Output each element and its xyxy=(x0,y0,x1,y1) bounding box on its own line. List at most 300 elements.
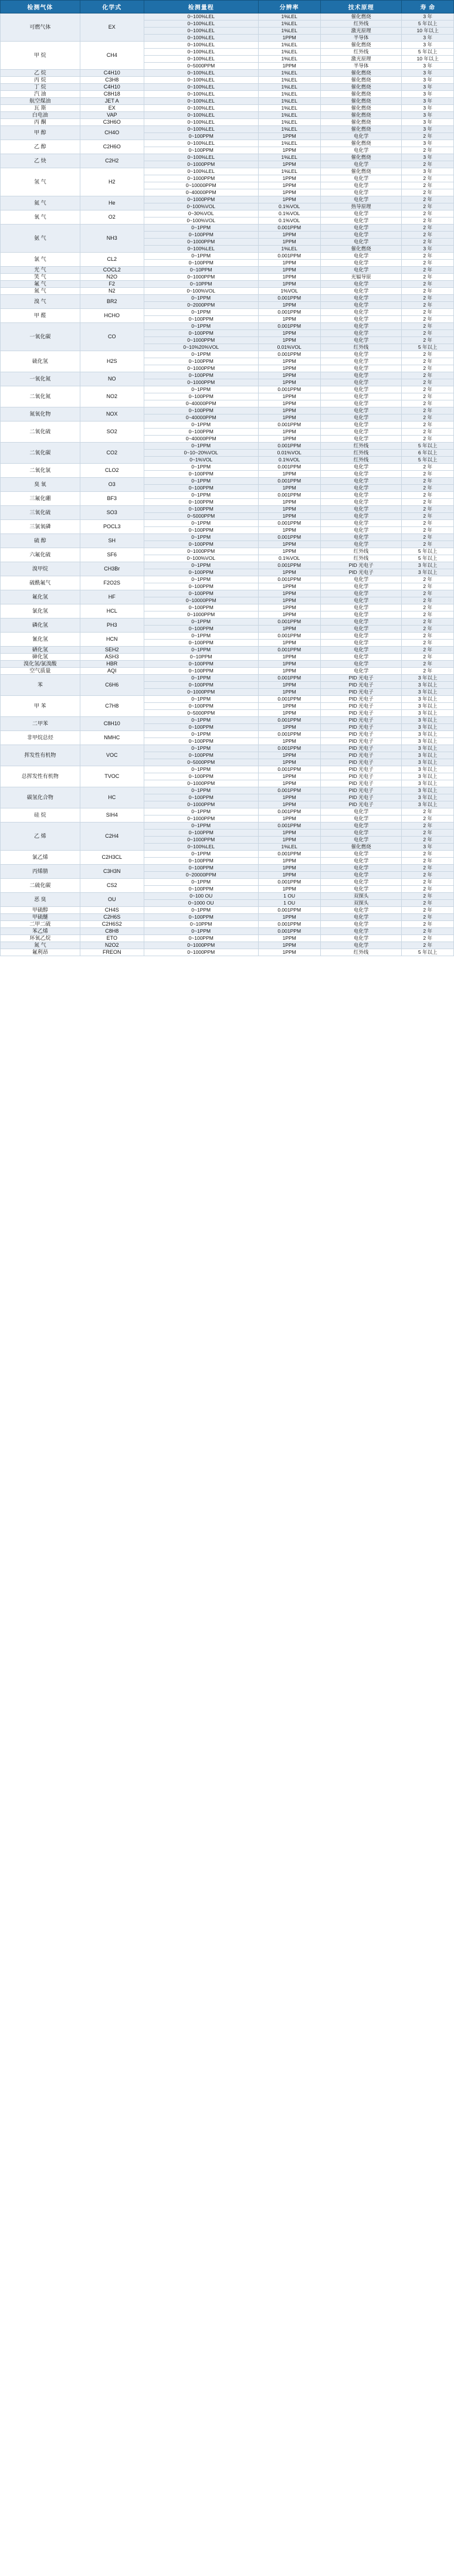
cell-lifetime: 10 年以上 xyxy=(402,28,454,35)
cell-lifetime: 2 年 xyxy=(402,583,454,590)
cell-lifetime: 3 年以上 xyxy=(402,710,454,717)
table-row xyxy=(1,506,454,513)
cell-range: 0~1PPM xyxy=(144,386,258,393)
cell-lifetime: 2 年 xyxy=(402,893,454,900)
cell-range: 0~1PPM xyxy=(144,766,258,773)
cell-principle: 红外线 xyxy=(320,457,402,464)
cell-resolution: 0.1%VOL xyxy=(258,210,320,218)
cell-range: 0~1000PPM xyxy=(144,815,258,823)
cell-principle: 电化学 xyxy=(320,386,402,393)
cell-range: 0~100%LEL xyxy=(144,112,258,119)
cell-formula: C4H10 xyxy=(80,84,144,91)
cell-resolution: 1%LEL xyxy=(258,21,320,28)
cell-range: 0~100%LEL xyxy=(144,42,258,49)
table-row xyxy=(1,351,454,358)
cell-resolution: 1PPM xyxy=(258,682,320,689)
cell-range: 0~100%LEL xyxy=(144,105,258,112)
cell-range: 0~5000PPM xyxy=(144,759,258,766)
cell-resolution: 0.001PPM xyxy=(258,443,320,450)
cell-principle: 电化学 xyxy=(320,590,402,597)
cell-formula: SF6 xyxy=(80,548,144,562)
cell-resolution: 0.001PPM xyxy=(258,323,320,330)
cell-principle: 半导体 xyxy=(320,63,402,70)
cell-resolution: 0.001PPM xyxy=(258,464,320,471)
cell-range: 0~1PPM xyxy=(144,443,258,450)
cell-range: 0~1PPM xyxy=(144,633,258,640)
cell-resolution: 1PPM xyxy=(258,668,320,675)
cell-range: 0~1PPM xyxy=(144,478,258,485)
cell-principle: 电化学 xyxy=(320,499,402,506)
table-body xyxy=(1,13,454,956)
cell-gas-name: 三氟化硼 xyxy=(1,492,80,506)
cell-formula: BF3 xyxy=(80,492,144,506)
cell-gas-name: 光 气 xyxy=(1,267,80,274)
table-row xyxy=(1,105,454,112)
cell-lifetime: 2 年 xyxy=(402,260,454,267)
cell-lifetime: 2 年 xyxy=(402,182,454,189)
cell-formula: He xyxy=(80,196,144,210)
cell-principle: 电化学 xyxy=(320,210,402,218)
cell-lifetime: 5 年以上 xyxy=(402,21,454,28)
cell-principle: 电化学 xyxy=(320,189,402,196)
cell-lifetime: 2 年 xyxy=(402,935,454,942)
cell-resolution: 1PPM xyxy=(258,569,320,576)
cell-lifetime: 2 年 xyxy=(402,604,454,611)
cell-range: 0~1PPM xyxy=(144,618,258,626)
cell-principle: 电化学 xyxy=(320,133,402,140)
cell-range: 0~10PPM xyxy=(144,281,258,288)
cell-resolution: 1PPM xyxy=(258,724,320,731)
cell-lifetime: 3 年以上 xyxy=(402,738,454,745)
cell-lifetime: 3 年以上 xyxy=(402,780,454,787)
cell-gas-name: 碳氢化合物 xyxy=(1,787,80,808)
column-header-resolution: 分辨率 xyxy=(258,1,320,13)
cell-formula: C8H10 xyxy=(80,717,144,731)
cell-range: 0~1000PPM xyxy=(144,196,258,203)
cell-lifetime: 3 年 xyxy=(402,154,454,161)
cell-formula: CH4 xyxy=(80,42,144,70)
cell-lifetime: 3 年以上 xyxy=(402,731,454,738)
cell-resolution: 1PPM xyxy=(258,414,320,422)
cell-lifetime: 6 年以上 xyxy=(402,450,454,457)
cell-range: 0~5000PPM xyxy=(144,513,258,520)
cell-principle: 电化学 xyxy=(320,429,402,436)
cell-range: 0~100PPM xyxy=(144,506,258,513)
column-header-range: 检测量程 xyxy=(144,1,258,13)
cell-lifetime: 2 年 xyxy=(402,633,454,640)
cell-lifetime: 2 年 xyxy=(402,654,454,661)
cell-resolution: 1%LEL xyxy=(258,28,320,35)
cell-range: 0~100PPM xyxy=(144,626,258,633)
table-row xyxy=(1,633,454,640)
cell-lifetime: 3 年以上 xyxy=(402,717,454,724)
cell-range: 0~100%LEL xyxy=(144,70,258,77)
cell-lifetime: 2 年 xyxy=(402,942,454,949)
table-row xyxy=(1,478,454,485)
cell-gas-name: 甲 苯 xyxy=(1,696,80,717)
cell-range: 0~2000PPM xyxy=(144,302,258,309)
cell-principle: 红外线 xyxy=(320,344,402,351)
cell-formula: SH xyxy=(80,534,144,548)
cell-range: 0~100PPM xyxy=(144,133,258,140)
cell-formula: NH3 xyxy=(80,225,144,253)
cell-principle: 电化学 xyxy=(320,253,402,260)
cell-resolution: 0.01%VOL xyxy=(258,344,320,351)
cell-gas-name: 氯乙烯 xyxy=(1,851,80,865)
cell-range: 0~1PPM xyxy=(144,647,258,654)
cell-range: 0~1000PPM xyxy=(144,689,258,696)
cell-range: 0~1PPM xyxy=(144,225,258,232)
table-row xyxy=(1,949,454,956)
cell-range: 0~100%LEL xyxy=(144,84,258,91)
cell-resolution: 0.001PPM xyxy=(258,787,320,794)
cell-lifetime: 2 年 xyxy=(402,274,454,281)
cell-gas-name: 臭 氧 xyxy=(1,478,80,492)
cell-formula: EX xyxy=(80,13,144,42)
cell-lifetime: 2 年 xyxy=(402,534,454,541)
cell-resolution: 1PPM xyxy=(258,654,320,661)
cell-range: 0~100PPM xyxy=(144,232,258,239)
cell-formula: HCL xyxy=(80,604,144,618)
cell-principle: PID 光电子 xyxy=(320,710,402,717)
cell-resolution: 1PPM xyxy=(258,372,320,379)
cell-range: 0~100%VOL xyxy=(144,555,258,562)
cell-gas-name: 氯化氢 xyxy=(1,604,80,618)
cell-gas-name: 氰化氢 xyxy=(1,633,80,647)
cell-range: 0~1PPM xyxy=(144,576,258,583)
cell-range: 0~1PPM xyxy=(144,253,258,260)
cell-lifetime: 2 年 xyxy=(402,372,454,379)
cell-principle: PID 光电子 xyxy=(320,703,402,710)
cell-lifetime: 2 年 xyxy=(402,225,454,232)
cell-formula: HCHO xyxy=(80,309,144,323)
cell-principle: 红外线 xyxy=(320,555,402,562)
cell-lifetime: 2 年 xyxy=(402,815,454,823)
cell-resolution: 1PPM xyxy=(258,752,320,759)
cell-formula: NMHC xyxy=(80,731,144,745)
cell-gas-name: 航空煤油 xyxy=(1,98,80,105)
cell-resolution: 1%LEL xyxy=(258,13,320,21)
cell-gas-name: 甲 烷 xyxy=(1,42,80,70)
cell-resolution: 1%LEL xyxy=(258,84,320,91)
cell-lifetime: 2 年 xyxy=(402,414,454,422)
cell-lifetime: 5 年以上 xyxy=(402,443,454,450)
cell-lifetime: 2 年 xyxy=(402,858,454,865)
cell-gas-name: 氦 气 xyxy=(1,196,80,210)
cell-resolution: 0.001PPM xyxy=(258,745,320,752)
cell-lifetime: 3 年以上 xyxy=(402,745,454,752)
gas-detection-table-container xyxy=(0,0,454,956)
cell-resolution: 1PPM xyxy=(258,815,320,823)
cell-principle: 电化学 xyxy=(320,626,402,633)
cell-range: 0~40000PPM xyxy=(144,189,258,196)
table-row xyxy=(1,464,454,471)
cell-principle: 电化学 xyxy=(320,436,402,443)
cell-gas-name: 非甲烷总烃 xyxy=(1,731,80,745)
cell-range: 0~100PPM xyxy=(144,372,258,379)
cell-principle: PID 光电子 xyxy=(320,696,402,703)
cell-lifetime: 2 年 xyxy=(402,928,454,935)
cell-resolution: 1PPM xyxy=(258,274,320,281)
cell-lifetime: 3 年 xyxy=(402,126,454,133)
cell-gas-name: 氟 气 xyxy=(1,281,80,288)
cell-range: 0~1PPM xyxy=(144,907,258,914)
cell-gas-name: 磷化氢 xyxy=(1,618,80,633)
table-row xyxy=(1,823,454,830)
cell-lifetime: 2 年 xyxy=(402,513,454,520)
cell-range: 0~10PPM xyxy=(144,921,258,928)
table-row xyxy=(1,590,454,597)
table-row xyxy=(1,126,454,133)
cell-resolution: 1PPM xyxy=(258,147,320,154)
cell-lifetime: 2 年 xyxy=(402,189,454,196)
cell-principle: 催化燃烧 xyxy=(320,140,402,147)
cell-formula: C2H3CL xyxy=(80,851,144,865)
table-row xyxy=(1,745,454,752)
cell-lifetime: 2 年 xyxy=(402,358,454,365)
cell-resolution: 0.001PPM xyxy=(258,386,320,393)
cell-resolution: 0.001PPM xyxy=(258,808,320,815)
cell-range: 0~1PPM xyxy=(144,731,258,738)
cell-resolution: 0.001PPM xyxy=(258,295,320,302)
cell-gas-name: 丁 烷 xyxy=(1,84,80,91)
cell-principle: 催化燃烧 xyxy=(320,126,402,133)
cell-resolution: 1PPM xyxy=(258,182,320,189)
cell-range: 0~100PPM xyxy=(144,886,258,893)
cell-lifetime: 3 年 xyxy=(402,42,454,49)
cell-resolution: 1PPM xyxy=(258,302,320,309)
cell-resolution: 1%LEL xyxy=(258,246,320,253)
cell-lifetime: 3 年 xyxy=(402,140,454,147)
cell-formula: F2O2S xyxy=(80,576,144,590)
cell-lifetime: 2 年 xyxy=(402,471,454,478)
cell-resolution: 0.001PPM xyxy=(258,851,320,858)
cell-principle: 电化学 xyxy=(320,654,402,661)
cell-gas-name: 硒化氢 xyxy=(1,647,80,654)
cell-resolution: 1PPM xyxy=(258,858,320,865)
cell-resolution: 0.001PPM xyxy=(258,562,320,569)
cell-principle: 电化学 xyxy=(320,661,402,668)
cell-principle: 催化燃烧 xyxy=(320,84,402,91)
cell-resolution: 1 OU xyxy=(258,893,320,900)
cell-principle: 电化学 xyxy=(320,288,402,295)
cell-formula: NO xyxy=(80,372,144,386)
cell-lifetime: 2 年 xyxy=(402,330,454,337)
cell-principle: PID 光电子 xyxy=(320,562,402,569)
cell-lifetime: 2 年 xyxy=(402,830,454,837)
cell-lifetime: 2 年 xyxy=(402,253,454,260)
cell-gas-name: 汽 油 xyxy=(1,91,80,98)
cell-formula: NO2 xyxy=(80,386,144,407)
cell-formula: N2O2 xyxy=(80,942,144,949)
cell-formula: C8H8 xyxy=(80,928,144,935)
cell-principle: 电化学 xyxy=(320,492,402,499)
cell-principle: 电化学 xyxy=(320,506,402,513)
cell-lifetime: 2 年 xyxy=(402,865,454,872)
table-row xyxy=(1,91,454,98)
cell-resolution: 1PPM xyxy=(258,393,320,400)
cell-lifetime: 2 年 xyxy=(402,386,454,393)
cell-principle: 电化学 xyxy=(320,618,402,626)
cell-lifetime: 2 年 xyxy=(402,407,454,414)
cell-gas-name: 恶 臭 xyxy=(1,893,80,907)
cell-resolution: 0.001PPM xyxy=(258,492,320,499)
table-row xyxy=(1,295,454,302)
cell-gas-name: 苯乙烯 xyxy=(1,928,80,935)
cell-principle: 电化学 xyxy=(320,858,402,865)
cell-lifetime: 3 年 xyxy=(402,13,454,21)
cell-lifetime: 2 年 xyxy=(402,647,454,654)
cell-resolution: 1PPM xyxy=(258,506,320,513)
cell-principle: 催化燃烧 xyxy=(320,91,402,98)
cell-range: 0~20000PPM xyxy=(144,872,258,879)
cell-resolution: 1PPM xyxy=(258,527,320,534)
table-row xyxy=(1,731,454,738)
cell-principle: PID 光电子 xyxy=(320,787,402,794)
cell-range: 0~1PPM xyxy=(144,295,258,302)
cell-resolution: 1PPM xyxy=(258,485,320,492)
table-row xyxy=(1,548,454,555)
cell-resolution: 1 OU xyxy=(258,900,320,907)
cell-range: 0~100PPM xyxy=(144,471,258,478)
cell-lifetime: 2 年 xyxy=(402,203,454,210)
cell-principle: 电化学 xyxy=(320,520,402,527)
cell-range: 0~1000PPM xyxy=(144,337,258,344)
cell-range: 0~100PPM xyxy=(144,260,258,267)
cell-formula: C2H4 xyxy=(80,823,144,851)
cell-principle: 电化学 xyxy=(320,337,402,344)
cell-gas-name: 甲 醛 xyxy=(1,309,80,323)
table-row xyxy=(1,98,454,105)
cell-lifetime: 2 年 xyxy=(402,133,454,140)
cell-range: 0~5000PPM xyxy=(144,710,258,717)
cell-resolution: 0.001PPM xyxy=(258,225,320,232)
cell-resolution: 0.001PPM xyxy=(258,823,320,830)
cell-resolution: 1PPM xyxy=(258,316,320,323)
cell-lifetime: 2 年 xyxy=(402,506,454,513)
cell-principle: 电化学 xyxy=(320,302,402,309)
cell-gas-name: 氮 气 xyxy=(1,942,80,949)
cell-resolution: 1PPM xyxy=(258,541,320,548)
cell-resolution: 1PPM xyxy=(258,358,320,365)
cell-principle: 电化学 xyxy=(320,597,402,604)
cell-principle: 红外线 xyxy=(320,548,402,555)
cell-principle: 电化学 xyxy=(320,323,402,330)
cell-range: 0~1PPM xyxy=(144,323,258,330)
table-row xyxy=(1,281,454,288)
cell-gas-name: 丙烯腈 xyxy=(1,865,80,879)
cell-lifetime: 2 年 xyxy=(402,914,454,921)
cell-lifetime: 2 年 xyxy=(402,485,454,492)
cell-resolution: 0.001PPM xyxy=(258,253,320,260)
cell-principle: 电化学 xyxy=(320,239,402,246)
cell-range: 0~100PPM xyxy=(144,661,258,668)
cell-lifetime: 2 年 xyxy=(402,872,454,879)
cell-principle: PID 光电子 xyxy=(320,731,402,738)
table-row xyxy=(1,140,454,147)
cell-principle: 电化学 xyxy=(320,295,402,302)
cell-lifetime: 3 年 xyxy=(402,35,454,42)
cell-range: 0~100%LEL xyxy=(144,13,258,21)
cell-resolution: 1PPM xyxy=(258,379,320,386)
cell-resolution: 1PPM xyxy=(258,872,320,879)
cell-gas-name: 二氧化硫 xyxy=(1,422,80,443)
cell-formula: N2 xyxy=(80,288,144,295)
cell-principle: 催化燃烧 xyxy=(320,112,402,119)
cell-principle: 红外线 xyxy=(320,450,402,457)
cell-gas-name: 二氧化碳 xyxy=(1,443,80,464)
cell-resolution: 1PPM xyxy=(258,429,320,436)
cell-formula: O2 xyxy=(80,210,144,225)
cell-lifetime: 3 年以上 xyxy=(402,703,454,710)
cell-lifetime: 3 年以上 xyxy=(402,689,454,696)
cell-lifetime: 2 年 xyxy=(402,590,454,597)
cell-resolution: 1%LEL xyxy=(258,119,320,126)
cell-principle: 电化学 xyxy=(320,935,402,942)
table-row xyxy=(1,668,454,675)
cell-gas-name: 可燃气体 xyxy=(1,13,80,42)
cell-resolution: 1%LEL xyxy=(258,42,320,49)
cell-gas-name: 环氧乙烷 xyxy=(1,935,80,942)
cell-principle: 电化学 xyxy=(320,316,402,323)
cell-formula: HCN xyxy=(80,633,144,647)
cell-gas-name: 挥发性有机物 xyxy=(1,745,80,766)
table-row xyxy=(1,422,454,429)
column-header-formula: 化学式 xyxy=(80,1,144,13)
cell-resolution: 1PPM xyxy=(258,830,320,837)
cell-principle: PID 光电子 xyxy=(320,780,402,787)
cell-formula: SEH2 xyxy=(80,647,144,654)
cell-formula: C2H6O xyxy=(80,140,144,154)
cell-lifetime: 3 年 xyxy=(402,112,454,119)
table-row xyxy=(1,942,454,949)
cell-principle: 电化学 xyxy=(320,647,402,654)
cell-resolution: 1PPM xyxy=(258,626,320,633)
cell-range: 0~1000PPM xyxy=(144,801,258,808)
cell-resolution: 0.001PPM xyxy=(258,717,320,724)
cell-resolution: 0.001PPM xyxy=(258,696,320,703)
cell-principle: 电化学 xyxy=(320,513,402,520)
cell-resolution: 1PPM xyxy=(258,471,320,478)
cell-resolution: 1PPM xyxy=(258,239,320,246)
cell-range: 0~100PPM xyxy=(144,794,258,801)
cell-principle: 电化学 xyxy=(320,640,402,647)
cell-range: 0~100%LEL xyxy=(144,126,258,133)
cell-lifetime: 2 年 xyxy=(402,196,454,203)
cell-range: 0~1000PPM xyxy=(144,949,258,956)
cell-range: 0~100%LEL xyxy=(144,28,258,35)
cell-resolution: 1%LEL xyxy=(258,56,320,63)
cell-range: 0~100%LEL xyxy=(144,844,258,851)
cell-lifetime: 2 年 xyxy=(402,436,454,443)
table-row xyxy=(1,267,454,274)
cell-range: 0~100PPM xyxy=(144,858,258,865)
cell-formula: H2 xyxy=(80,168,144,196)
cell-resolution: 1PPM xyxy=(258,189,320,196)
cell-range: 0~5000PPM xyxy=(144,63,258,70)
cell-lifetime: 3 年 xyxy=(402,105,454,112)
cell-range: 0~100PPM xyxy=(144,393,258,400)
table-row xyxy=(1,112,454,119)
table-row xyxy=(1,492,454,499)
cell-principle: PID 光电子 xyxy=(320,717,402,724)
cell-lifetime: 2 年 xyxy=(402,393,454,400)
cell-range: 0~100PPM xyxy=(144,485,258,492)
table-row xyxy=(1,225,454,232)
cell-gas-name: 砷化氢 xyxy=(1,654,80,661)
cell-formula: N2O xyxy=(80,274,144,281)
cell-formula: C4H10 xyxy=(80,70,144,77)
